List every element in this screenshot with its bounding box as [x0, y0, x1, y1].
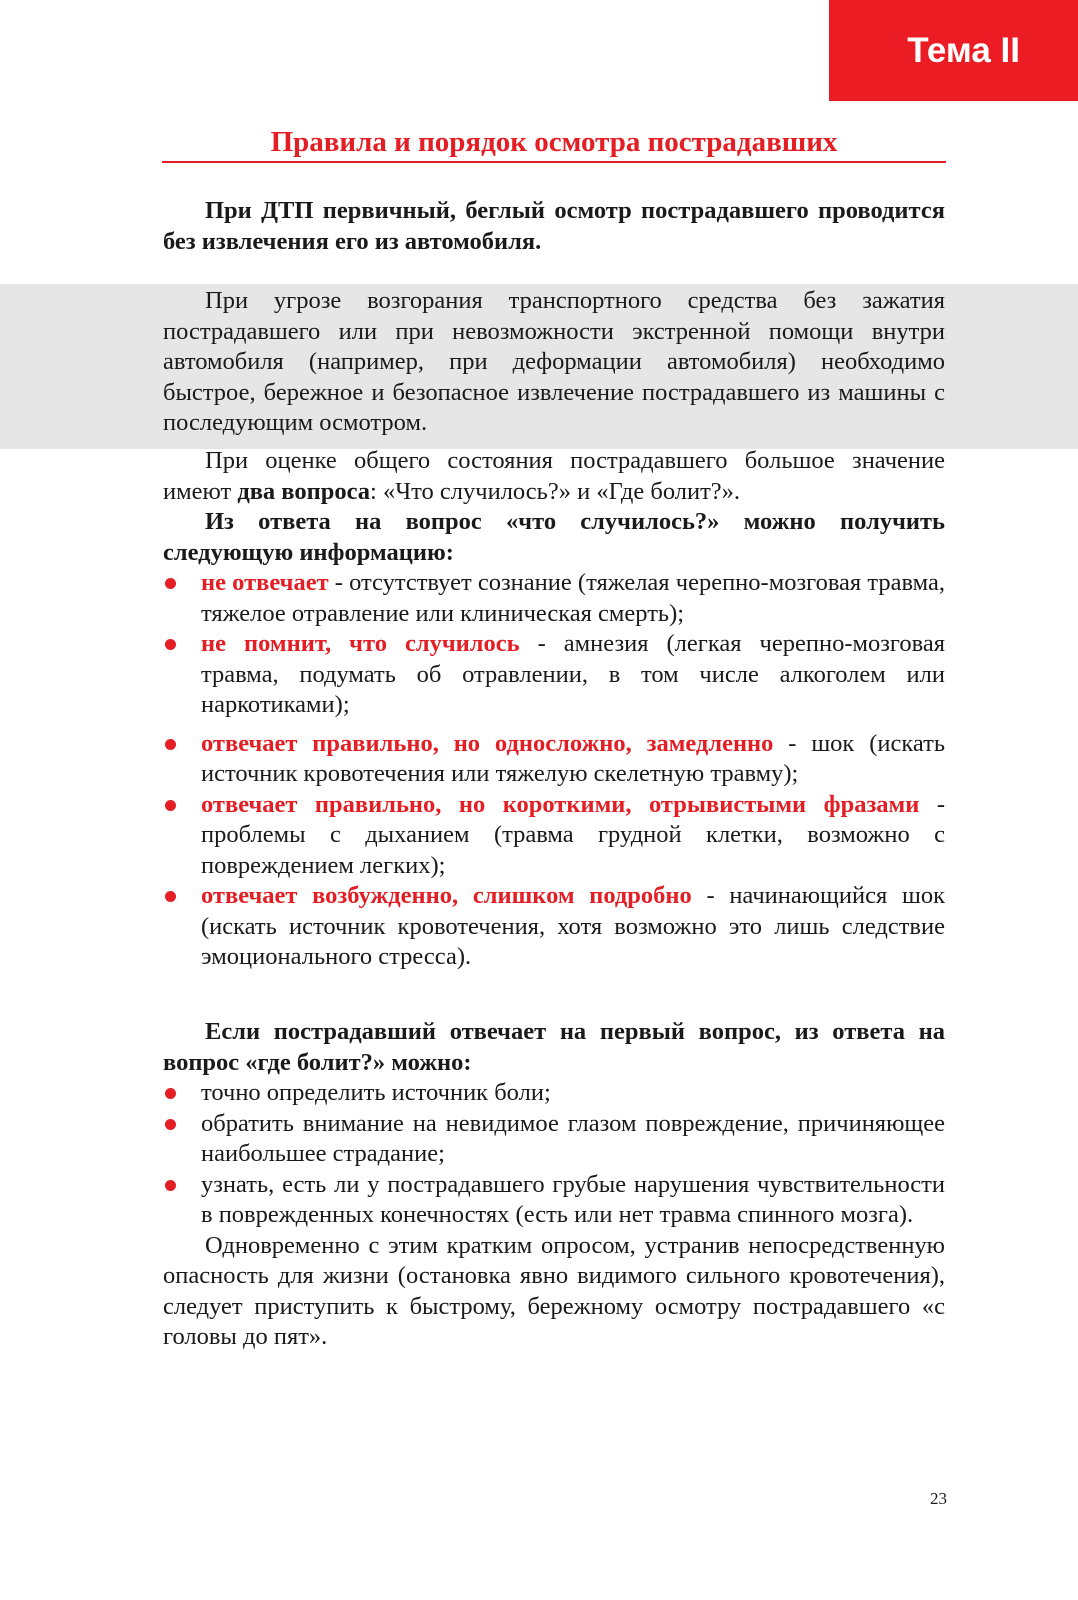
bullet-icon: [165, 1088, 176, 1099]
intro-paragraph: При ДТП первичный, беглый осмотр пострадавшего проводится без извлечения его из автомобиля.: [163, 197, 945, 255]
grey-block: [163, 286, 945, 439]
second-block: [163, 1017, 945, 1353]
intro-block: [163, 196, 945, 257]
bullet-icon: [165, 739, 176, 750]
bullet-icon: [165, 800, 176, 811]
extraction-paragraph: При угрозе возгорания транспортного средства без зажатия пострадавшего или при невозможности экстренной помощи внутри автомобиля (например, при деформации автомобиля) необходимо быстрое, бережное и безопасное извлечение пострадавшего из машины с последующим осмотром.: [163, 287, 945, 436]
bullet-icon: [165, 891, 176, 902]
question1-heading: Из ответа на вопрос «что случилось?» можно получить следующую информацию:: [163, 508, 945, 566]
closing-paragraph: Одновременно с этим кратким опросом, устранив непосредственную опасность для жизни (остановка явно видимого сильного кровотечения), следует приступить к быстрому, бережному осмотру пострадавшего «с головы до пят».: [163, 1231, 945, 1350]
list-item: отвечает правильно, но односложно, замедленно - шок (искать источник кровотечения или тяжелую скелетную травму);: [163, 729, 945, 790]
list-item: обратить внимание на невидимое глазом повреждение, причиняющее наибольшее страдание;: [163, 1109, 945, 1170]
question2-heading: Если пострадавший отвечает на первый вопрос, из ответа на вопрос «где болит?» можно:: [163, 1018, 945, 1076]
bullet-icon: [165, 578, 176, 589]
list-item: отвечает возбужденно, слишком подробно - начинающийся шок (искать источник кровотечения, хотя возможно это лишь следствие эмоционального стресса).: [163, 881, 945, 973]
main-block: [163, 446, 945, 973]
chapter-tab: [829, 0, 1078, 101]
bullet-icon: [165, 1119, 176, 1130]
assessment-paragraph: При оценке общего состояния пострадавшего большое значение имеют два вопроса: «Что случилось?» и «Где болит?».: [163, 447, 945, 505]
list-item: не помнит, что случилось - амнезия (легкая черепно-мозговая травма, подумать об отравлении, в том числе алкоголем или наркотиками);: [163, 629, 945, 721]
list-item: не отвечает - отсутствует сознание (тяжелая черепно-мозговая травма, тяжелое отравление или клиническая смерть);: [163, 568, 945, 629]
question1-list: [163, 568, 945, 973]
bullet-icon: [165, 1180, 176, 1191]
page-number: 23: [930, 1489, 947, 1508]
list-item: точно определить источник боли;: [163, 1078, 945, 1109]
page-title: Правила и порядок осмотра пострадавших: [270, 126, 838, 158]
list-item: узнать, есть ли у пострадавшего грубые нарушения чувствительности в поврежденных конечностях (есть или нет травма спинного мозга).: [163, 1170, 945, 1231]
title-underline: [162, 161, 946, 163]
chapter-tab-label: Тема II: [907, 30, 1020, 70]
bullet-icon: [165, 639, 176, 650]
question2-list: [163, 1078, 945, 1231]
list-item: отвечает правильно, но короткими, отрывистыми фразами - проблемы с дыханием (травма грудной клетки, возможно с повреждением легких);: [163, 790, 945, 882]
